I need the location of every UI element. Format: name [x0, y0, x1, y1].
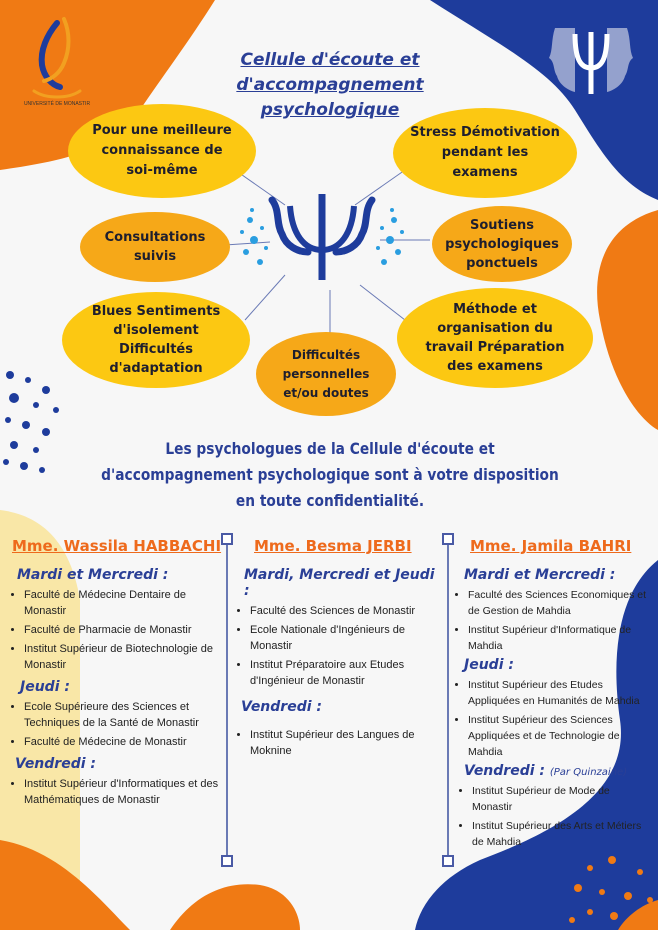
bubble-methode: Méthode et organisation du travail Préparation des examens: [397, 288, 593, 388]
divider-left-bottom-square: [221, 855, 233, 867]
schedule-day: Mardi et Mercredi :: [464, 567, 616, 583]
schedule-day: Vendredi : (Par Quinzaine): [464, 763, 628, 779]
bubble-soutiens: Soutiens psychologiques ponctuels: [432, 206, 572, 282]
place-item: • Faculté de Pharmacie de Monastir: [24, 622, 220, 638]
schedule-day: Mardi et Mercredi :: [17, 567, 169, 583]
psychologist-name: Mme. Wassila HABBACHI: [12, 537, 222, 555]
divider-right-bottom-square: [442, 855, 454, 867]
places-list: [238, 727, 438, 759]
places-list: [456, 783, 652, 850]
logo-caption: UNIVERSITÉ DE MONASTIR: [23, 101, 91, 107]
place-item: • Institut Supérieur d'Informatique de Mahdia: [468, 622, 652, 654]
place-item: • Institut Supérieur de Biotechnologie de Monastir: [24, 641, 220, 673]
psychologist-name: Mme. Besma JERBI: [254, 537, 412, 555]
schedule-note: (Par Quinzaine): [549, 767, 628, 778]
schedule-day: Jeudi :: [20, 679, 70, 695]
psychologist-column-3: [456, 537, 652, 853]
place-item: • Institut Préparatoire aux Etudes d'Ingénieur de Monastir: [250, 657, 438, 689]
psychologist-column-1: [12, 537, 220, 811]
places-list: [12, 776, 220, 808]
divider-right-top-square: [442, 533, 454, 545]
place-item: • Institut Supérieur de Mode de Monastir: [472, 783, 652, 815]
bubble-blues: Blues Sentiments d'isolement Difficultés d'adaptation: [62, 292, 250, 388]
place-item: • Institut Supérieur des Langues de Moknine: [250, 727, 438, 759]
place-item: • Faculté des Sciences Economiques et de Gestion de Mahdia: [468, 587, 652, 619]
psychologist-column-2: [238, 537, 438, 762]
place-item: • Faculté de Médecine de Monastir: [24, 734, 220, 750]
place-item: • Institut Supérieur des Etudes Appliquées en Humanités de Mahdia: [468, 677, 652, 709]
intro-text: Les psychologues de la Cellule d'écoute et d'accompagnement psychologique sont à votre disposition en toute confidentialité.: [101, 439, 559, 510]
place-item: • Faculté de Médecine Dentaire de Monastir: [24, 587, 220, 619]
place-item: • Ecole Nationale d'Ingénieurs de Monastir: [250, 622, 438, 654]
schedule-day: Jeudi :: [464, 657, 514, 673]
schedule-day: Mardi, Mercredi et Jeudi :: [244, 567, 435, 599]
bubble-difficultes: Difficultés personnelles et/ou doutes: [256, 332, 396, 416]
orange-blob-bottom-mid: [170, 884, 300, 930]
place-item: • Faculté des Sciences de Monastir: [250, 603, 438, 619]
places-list: [456, 677, 652, 760]
places-list: [12, 587, 220, 673]
places-list: [238, 603, 438, 689]
place-item: • Ecole Supérieure des Sciences et Techniques de la Santé de Monastir: [24, 699, 220, 731]
bubble-connaissance: Pour une meilleure connaissance de soi-même: [68, 104, 256, 198]
bubble-stress: Stress Démotivation pendant les examens: [393, 108, 577, 198]
place-item: • Institut Supérieur des Sciences Appliquées et de Technologie de Mahdia: [468, 712, 652, 760]
divider-left-top-square: [221, 533, 233, 545]
psi-symbol-icon: [232, 180, 412, 300]
places-list: [12, 699, 220, 750]
schedule-day: Vendredi :: [15, 756, 96, 772]
bubble-consultations: Consultations suivis: [80, 212, 230, 282]
places-list: [456, 587, 652, 654]
divider-right: [447, 538, 449, 860]
place-item: • Institut Supérieur d'Informatiques et des Mathématiques de Monastir: [24, 776, 220, 808]
psychologist-name: Mme. Jamila BAHRI: [470, 537, 632, 555]
place-item: • Institut Supérieur des Arts et Métiers de Mahdia: [472, 818, 652, 850]
schedule-day: Vendredi :: [241, 699, 322, 715]
divider-left: [226, 538, 228, 860]
page-title: Cellule d'écoute et d'accompagnement psychologique: [236, 50, 424, 120]
